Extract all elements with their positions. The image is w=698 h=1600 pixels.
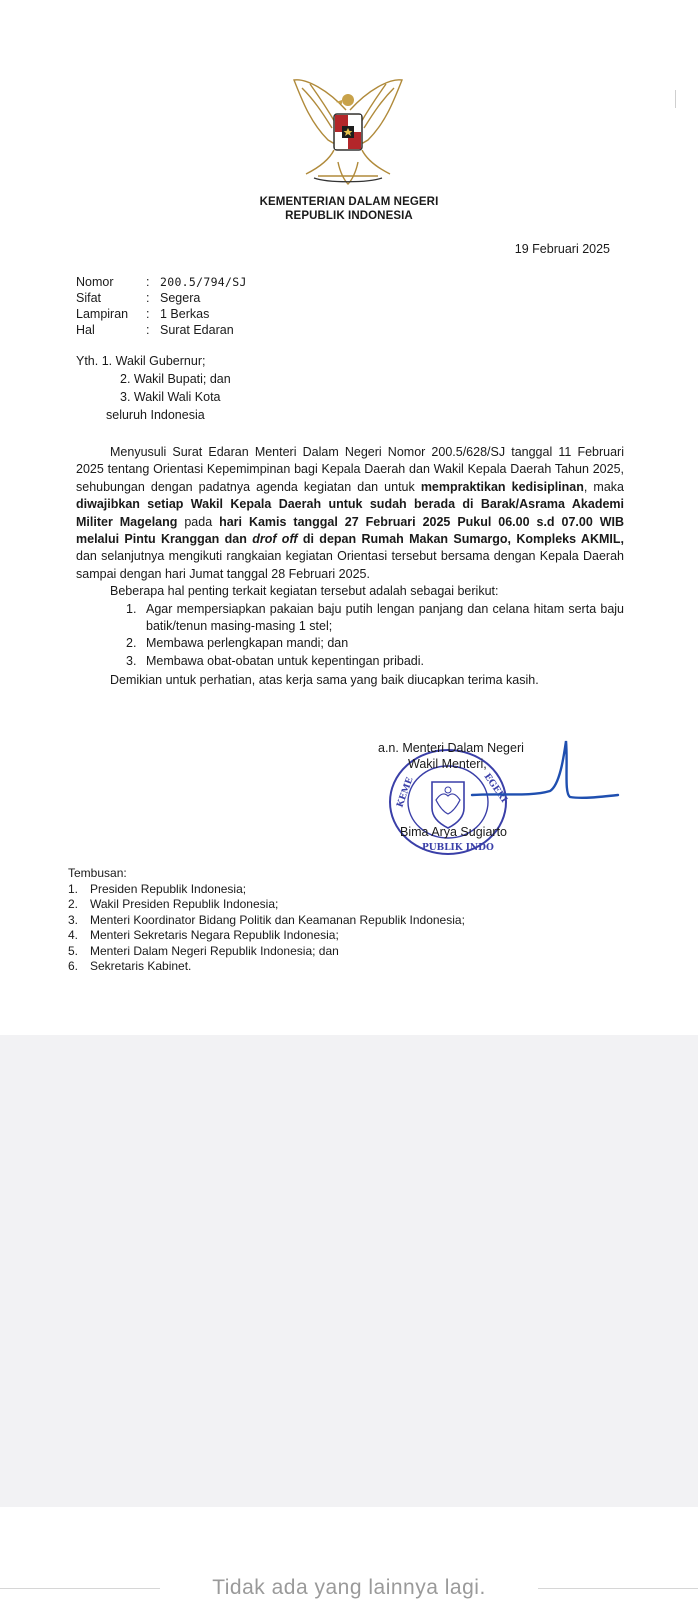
list-text: Membawa perlengkapan mandi; dan xyxy=(146,636,349,651)
meta-key: Lampiran xyxy=(76,307,129,321)
body-text: pada xyxy=(177,514,220,529)
meta-colon: : xyxy=(146,275,150,289)
meta-value: 1 Berkas xyxy=(160,307,210,321)
meta-row-nomor xyxy=(76,274,247,290)
carbon-copy-list xyxy=(68,866,465,975)
ministry-name-line1: KEMENTERIAN DALAM NEGERI xyxy=(259,196,439,208)
edge-mark xyxy=(675,90,676,108)
body-bold-text: di depan Rumah Makan Sumargo, Kompleks AKMIL, xyxy=(297,532,624,547)
body-paragraph-2: Beberapa hal penting terkait kegiatan tersebut adalah sebagai berikut: xyxy=(110,584,499,599)
ministry-name-line2: REPUBLIK INDONESIA xyxy=(285,210,413,222)
recipient-line: 2. Wakil Bupati; dan xyxy=(120,372,231,386)
cc-text: Wakil Presiden Republik Indonesia; xyxy=(90,897,279,911)
body-text: dan selanjutnya mengikuti rangkaian kegiatan Orientasi tersebut bersama dengan Kepala Daerah sampai dengan hari Jumat tanggal 28 Februari 2025. xyxy=(76,549,624,581)
svg-text:KEME: KEME xyxy=(395,775,416,810)
list-item xyxy=(126,635,624,652)
body-bold-text: hari Kamis tanggal 27 Februari 2025 Pukul 06.00 s.d 07.00 WIB melalui Pintu Kranggan dan xyxy=(76,514,625,547)
recipient-line: 3. Wakil Wali Kota xyxy=(120,390,221,404)
signature-title: a.n. Menteri Dalam Negeri xyxy=(378,741,524,755)
meta-value: 200.5/794/SJ xyxy=(160,275,247,289)
body-text: , maka xyxy=(583,479,624,494)
svg-text:EGERI: EGERI xyxy=(481,771,509,805)
cc-item xyxy=(68,944,465,960)
meta-row-sifat xyxy=(76,290,247,306)
signature-block xyxy=(378,740,524,840)
requirements-list xyxy=(76,601,624,671)
cc-item xyxy=(68,959,465,975)
recipient-line: seluruh Indonesia xyxy=(106,408,205,422)
list-number: 1. xyxy=(126,601,137,616)
cc-text: Presiden Republik Indonesia; xyxy=(90,881,247,896)
cc-item xyxy=(68,882,465,898)
list-text: Agar mempersiapkan pakaian baju putih lengan panjang dan celana hitam serta baju batik/tenun masing-masing 1 stel; xyxy=(146,601,624,634)
body-paragraph-1 xyxy=(76,444,624,583)
meta-value: Segera xyxy=(160,291,201,305)
list-number: 2. xyxy=(126,636,137,651)
cc-text: Menteri Koordinator Bidang Politik dan Keamanan Republik Indonesia; xyxy=(90,912,465,927)
list-item xyxy=(126,653,624,670)
end-of-content-message: Tidak ada yang lainnya lagi. xyxy=(212,1576,486,1599)
cc-text: Menteri Dalam Negeri Republik Indonesia; dan xyxy=(90,943,339,958)
cc-number: 5. xyxy=(68,943,79,958)
cc-item xyxy=(68,928,465,944)
body-bold-italic-text: drof off xyxy=(252,532,298,547)
meta-colon: : xyxy=(146,323,150,337)
letter-date: 19 Februari 2025 xyxy=(514,242,610,256)
cc-number: 4. xyxy=(68,928,79,942)
cc-number: 2. xyxy=(68,897,79,911)
list-number: 3. xyxy=(126,653,137,668)
svg-text:PUBLIK INDO: PUBLIK INDO xyxy=(422,843,494,853)
recipient-line: Yth. 1. Wakil Gubernur; xyxy=(76,354,206,368)
recipients xyxy=(76,352,231,424)
empty-gray-area xyxy=(0,1035,698,1507)
cc-number: 6. xyxy=(68,959,79,973)
list-item xyxy=(126,601,624,636)
list-text: Membawa obat-obatan untuk kepentingan pribadi. xyxy=(146,653,424,668)
meta-key: Sifat xyxy=(76,291,102,305)
garuda-emblem-icon xyxy=(288,70,408,188)
meta-row-hal xyxy=(76,322,247,338)
meta-colon: : xyxy=(146,291,150,305)
cc-number: 1. xyxy=(68,881,79,896)
body-bold-text: mempraktikan kedisiplinan xyxy=(420,479,584,494)
meta-key: Nomor xyxy=(76,275,114,289)
signatory-name: Bima Arya Sugiarto xyxy=(400,825,507,839)
meta-row-lampiran xyxy=(76,306,247,322)
letter-meta xyxy=(76,274,247,338)
cc-number: 3. xyxy=(68,912,79,927)
cc-title: Tembusan: xyxy=(68,866,127,880)
signature-position: Wakil Menteri, xyxy=(408,757,487,771)
body-text: Menyusuli Surat Edaran Menteri Dalam Negeri Nomor 200.5/628/SJ tanggal 11 Februari 2025 tentang Orientasi Kepemimpinan bagi Kepala Daerah dan Wakil Kepala Daerah Tahun 2025, sehubungan dengan padatnya agenda kegiatan dan untuk xyxy=(76,445,624,494)
cc-text: Sekretaris Kabinet. xyxy=(90,959,192,973)
closing-paragraph: Demikian untuk perhatian, atas kerja sama yang baik diucapkan terima kasih. xyxy=(110,673,539,688)
meta-value: Surat Edaran xyxy=(160,323,234,337)
cc-item xyxy=(68,897,465,913)
meta-key: Hal xyxy=(76,323,95,337)
meta-colon: : xyxy=(146,307,150,321)
letter-body xyxy=(76,444,624,690)
cc-item xyxy=(68,913,465,929)
cc-text: Menteri Sekretaris Negara Republik Indonesia; xyxy=(90,928,339,942)
body-bold-text: diwajibkan setiap Wakil Kepala Daerah untuk sudah berada di Barak/Asrama Akademi Militer Magelang xyxy=(76,497,624,529)
